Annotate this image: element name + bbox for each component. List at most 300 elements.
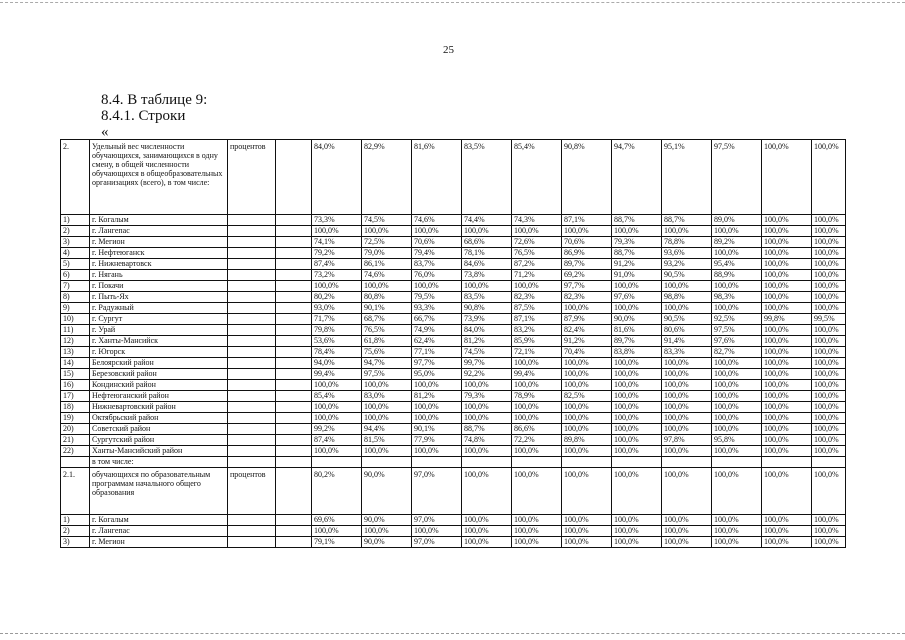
value-cell: 100,0% bbox=[762, 215, 812, 226]
value-cell: 100,0% bbox=[612, 380, 662, 391]
value-cell bbox=[762, 457, 812, 468]
unit-cell: процентов bbox=[228, 468, 276, 515]
value-cell: 91,4% bbox=[662, 336, 712, 347]
value-cell: 76,5% bbox=[512, 248, 562, 259]
value-cell: 100,0% bbox=[312, 413, 362, 424]
unit-cell bbox=[228, 537, 276, 548]
value-cell: 100,0% bbox=[612, 468, 662, 515]
value-cell: 100,0% bbox=[462, 515, 512, 526]
indicator-name-cell: г. Лангепас bbox=[90, 526, 228, 537]
blank-cell bbox=[276, 424, 312, 435]
value-cell: 100,0% bbox=[612, 537, 662, 548]
table-row bbox=[61, 270, 846, 281]
value-cell: 74,8% bbox=[462, 435, 512, 446]
value-cell: 100,0% bbox=[512, 515, 562, 526]
value-cell: 81,6% bbox=[612, 325, 662, 336]
value-cell: 100,0% bbox=[662, 358, 712, 369]
unit-cell bbox=[228, 358, 276, 369]
blank-cell bbox=[276, 303, 312, 314]
value-cell: 87,4% bbox=[312, 259, 362, 270]
blank-cell bbox=[276, 526, 312, 537]
value-cell: 100,0% bbox=[612, 515, 662, 526]
value-cell: 100,0% bbox=[462, 281, 512, 292]
blank-cell bbox=[276, 237, 312, 248]
indicator-table bbox=[60, 139, 846, 548]
indicator-name-cell: г. Лангепас bbox=[90, 226, 228, 237]
table-row bbox=[61, 347, 846, 358]
value-cell: 74,3% bbox=[512, 215, 562, 226]
value-cell: 91,2% bbox=[612, 259, 662, 270]
value-cell: 100,0% bbox=[662, 515, 712, 526]
value-cell: 100,0% bbox=[712, 468, 762, 515]
value-cell bbox=[362, 457, 412, 468]
value-cell: 97,7% bbox=[412, 358, 462, 369]
table-row bbox=[61, 215, 846, 226]
row-number-cell: 17) bbox=[61, 391, 90, 402]
indicator-name-cell: г. Мегион bbox=[90, 537, 228, 548]
value-cell: 100,0% bbox=[512, 402, 562, 413]
value-cell: 100,0% bbox=[412, 446, 462, 457]
value-cell: 85,4% bbox=[512, 140, 562, 215]
value-cell bbox=[662, 457, 712, 468]
value-cell bbox=[512, 457, 562, 468]
value-cell: 80,2% bbox=[312, 468, 362, 515]
blank-cell bbox=[276, 347, 312, 358]
unit-cell: процентов bbox=[228, 140, 276, 215]
value-cell: 77,1% bbox=[412, 347, 462, 358]
blank-cell bbox=[276, 259, 312, 270]
value-cell bbox=[712, 457, 762, 468]
value-cell: 100,0% bbox=[762, 325, 812, 336]
value-cell: 100,0% bbox=[762, 347, 812, 358]
value-cell: 82,5% bbox=[562, 391, 612, 402]
row-number-cell: 7) bbox=[61, 281, 90, 292]
section-heading: 8.4. В таблице 9: bbox=[101, 92, 208, 108]
value-cell: 95,1% bbox=[662, 140, 712, 215]
unit-cell bbox=[228, 215, 276, 226]
indicator-name-cell: Удельный вес численности обучающихся, занимающихся в одну смену, в общей численности обучающихся в общеобразовательных организациях (всего), в том числе: bbox=[90, 140, 228, 215]
value-cell: 100,0% bbox=[562, 413, 612, 424]
value-cell: 100,0% bbox=[762, 380, 812, 391]
value-cell: 100,0% bbox=[612, 413, 662, 424]
value-cell: 83,5% bbox=[462, 140, 512, 215]
table-row bbox=[61, 424, 846, 435]
value-cell: 100,0% bbox=[612, 391, 662, 402]
value-cell: 100,0% bbox=[712, 369, 762, 380]
table-row bbox=[61, 336, 846, 347]
value-cell: 100,0% bbox=[612, 446, 662, 457]
row-number-cell: 14) bbox=[61, 358, 90, 369]
value-cell: 90,5% bbox=[662, 314, 712, 325]
value-cell: 78,8% bbox=[662, 237, 712, 248]
value-cell: 79,0% bbox=[362, 248, 412, 259]
value-cell: 100,0% bbox=[462, 526, 512, 537]
value-cell: 100,0% bbox=[412, 380, 462, 391]
value-cell: 83,2% bbox=[512, 325, 562, 336]
value-cell: 73,9% bbox=[462, 314, 512, 325]
indicator-name-cell: г. Нефтеюганск bbox=[90, 248, 228, 259]
value-cell: 73,2% bbox=[312, 270, 362, 281]
value-cell: 100,0% bbox=[812, 358, 846, 369]
value-cell: 100,0% bbox=[662, 303, 712, 314]
value-cell: 82,4% bbox=[562, 325, 612, 336]
indicator-name-cell: Нижневартовский район bbox=[90, 402, 228, 413]
opening-quote: « bbox=[101, 124, 109, 140]
value-cell: 100,0% bbox=[462, 537, 512, 548]
value-cell: 81,2% bbox=[462, 336, 512, 347]
value-cell: 100,0% bbox=[712, 537, 762, 548]
value-cell: 83,3% bbox=[662, 347, 712, 358]
value-cell: 100,0% bbox=[812, 226, 846, 237]
blank-cell bbox=[276, 369, 312, 380]
value-cell: 89,2% bbox=[712, 237, 762, 248]
value-cell: 100,0% bbox=[762, 369, 812, 380]
value-cell: 100,0% bbox=[712, 358, 762, 369]
value-cell: 100,0% bbox=[662, 402, 712, 413]
value-cell: 100,0% bbox=[712, 402, 762, 413]
table-row bbox=[61, 140, 846, 215]
blank-cell bbox=[276, 435, 312, 446]
value-cell: 90,0% bbox=[362, 468, 412, 515]
value-cell: 100,0% bbox=[612, 281, 662, 292]
value-cell: 98,8% bbox=[662, 292, 712, 303]
table-row bbox=[61, 237, 846, 248]
value-cell: 100,0% bbox=[662, 413, 712, 424]
value-cell: 100,0% bbox=[712, 526, 762, 537]
value-cell: 95,4% bbox=[712, 259, 762, 270]
row-number-cell: 10) bbox=[61, 314, 90, 325]
value-cell: 88,7% bbox=[662, 215, 712, 226]
value-cell: 74,6% bbox=[412, 215, 462, 226]
blank-cell bbox=[276, 140, 312, 215]
table-row bbox=[61, 325, 846, 336]
indicator-name-cell: Сургутский район bbox=[90, 435, 228, 446]
value-cell: 100,0% bbox=[712, 446, 762, 457]
value-cell: 100,0% bbox=[362, 226, 412, 237]
value-cell: 83,8% bbox=[612, 347, 662, 358]
value-cell: 90,0% bbox=[612, 314, 662, 325]
unit-cell bbox=[228, 237, 276, 248]
value-cell: 100,0% bbox=[812, 292, 846, 303]
value-cell: 100,0% bbox=[812, 336, 846, 347]
value-cell: 100,0% bbox=[762, 435, 812, 446]
value-cell: 73,3% bbox=[312, 215, 362, 226]
value-cell: 84,0% bbox=[312, 140, 362, 215]
row-number-cell: 20) bbox=[61, 424, 90, 435]
value-cell: 79,3% bbox=[612, 237, 662, 248]
value-cell: 89,8% bbox=[562, 435, 612, 446]
value-cell bbox=[612, 457, 662, 468]
value-cell: 100,0% bbox=[662, 380, 712, 391]
value-cell: 84,0% bbox=[462, 325, 512, 336]
value-cell: 100,0% bbox=[412, 226, 462, 237]
value-cell: 100,0% bbox=[512, 526, 562, 537]
value-cell: 72,2% bbox=[512, 435, 562, 446]
value-cell: 99,8% bbox=[762, 314, 812, 325]
value-cell: 95,0% bbox=[412, 369, 462, 380]
value-cell: 66,7% bbox=[412, 314, 462, 325]
unit-cell bbox=[228, 270, 276, 281]
blank-cell bbox=[276, 215, 312, 226]
value-cell: 79,2% bbox=[312, 248, 362, 259]
value-cell: 74,5% bbox=[362, 215, 412, 226]
table-row bbox=[61, 292, 846, 303]
value-cell: 100,0% bbox=[362, 402, 412, 413]
value-cell: 100,0% bbox=[512, 281, 562, 292]
indicator-name-cell: Нефтеюганский район bbox=[90, 391, 228, 402]
value-cell: 86,9% bbox=[562, 248, 612, 259]
page-number: 25 bbox=[443, 44, 454, 56]
value-cell: 100,0% bbox=[812, 140, 846, 215]
value-cell: 100,0% bbox=[312, 226, 362, 237]
value-cell: 90,0% bbox=[362, 537, 412, 548]
value-cell: 100,0% bbox=[562, 424, 612, 435]
value-cell: 100,0% bbox=[662, 281, 712, 292]
value-cell: 79,1% bbox=[312, 537, 362, 548]
value-cell: 90,1% bbox=[362, 303, 412, 314]
unit-cell bbox=[228, 347, 276, 358]
value-cell: 100,0% bbox=[362, 413, 412, 424]
value-cell: 100,0% bbox=[712, 413, 762, 424]
value-cell: 87,1% bbox=[562, 215, 612, 226]
value-cell: 100,0% bbox=[312, 380, 362, 391]
value-cell: 76,0% bbox=[412, 270, 462, 281]
value-cell: 79,4% bbox=[412, 248, 462, 259]
value-cell: 100,0% bbox=[812, 303, 846, 314]
value-cell: 99,4% bbox=[512, 369, 562, 380]
value-cell: 92,5% bbox=[712, 314, 762, 325]
blank-cell bbox=[276, 468, 312, 515]
value-cell: 95,8% bbox=[712, 435, 762, 446]
value-cell: 97,0% bbox=[412, 537, 462, 548]
value-cell: 100,0% bbox=[612, 226, 662, 237]
value-cell: 71,7% bbox=[312, 314, 362, 325]
value-cell: 100,0% bbox=[762, 226, 812, 237]
value-cell: 78,4% bbox=[312, 347, 362, 358]
value-cell: 70,6% bbox=[562, 237, 612, 248]
row-number-cell: 12) bbox=[61, 336, 90, 347]
value-cell: 100,0% bbox=[812, 446, 846, 457]
value-cell: 85,4% bbox=[312, 391, 362, 402]
value-cell: 74,6% bbox=[362, 270, 412, 281]
value-cell: 83,0% bbox=[362, 391, 412, 402]
value-cell: 100,0% bbox=[812, 259, 846, 270]
value-cell bbox=[562, 457, 612, 468]
value-cell: 80,6% bbox=[662, 325, 712, 336]
value-cell: 89,7% bbox=[612, 336, 662, 347]
blank-cell bbox=[276, 314, 312, 325]
value-cell: 87,2% bbox=[512, 259, 562, 270]
value-cell: 100,0% bbox=[812, 325, 846, 336]
row-number-cell: 2) bbox=[61, 226, 90, 237]
value-cell: 70,4% bbox=[562, 347, 612, 358]
value-cell: 72,5% bbox=[362, 237, 412, 248]
value-cell: 79,5% bbox=[412, 292, 462, 303]
indicator-name-cell: г. Югорск bbox=[90, 347, 228, 358]
row-number-cell: 19) bbox=[61, 413, 90, 424]
unit-cell bbox=[228, 446, 276, 457]
blank-cell bbox=[276, 537, 312, 548]
unit-cell bbox=[228, 336, 276, 347]
indicator-name-cell: обучающихся по образовательным программам начального общего образования bbox=[90, 468, 228, 515]
blank-cell bbox=[276, 292, 312, 303]
value-cell: 97,5% bbox=[712, 325, 762, 336]
row-number-cell: 16) bbox=[61, 380, 90, 391]
value-cell: 100,0% bbox=[362, 380, 412, 391]
value-cell: 82,3% bbox=[562, 292, 612, 303]
value-cell: 68,6% bbox=[462, 237, 512, 248]
row-number-cell: 21) bbox=[61, 435, 90, 446]
value-cell: 100,0% bbox=[512, 413, 562, 424]
value-cell: 91,0% bbox=[612, 270, 662, 281]
indicator-name-cell: Березовский район bbox=[90, 369, 228, 380]
value-cell: 94,4% bbox=[362, 424, 412, 435]
unit-cell bbox=[228, 259, 276, 270]
value-cell: 100,0% bbox=[812, 526, 846, 537]
unit-cell bbox=[228, 402, 276, 413]
value-cell: 100,0% bbox=[562, 303, 612, 314]
blank-cell bbox=[276, 515, 312, 526]
row-number-cell: 5) bbox=[61, 259, 90, 270]
value-cell: 100,0% bbox=[612, 358, 662, 369]
value-cell: 100,0% bbox=[712, 380, 762, 391]
blank-cell bbox=[276, 226, 312, 237]
row-number-cell: 3) bbox=[61, 237, 90, 248]
unit-cell bbox=[228, 303, 276, 314]
blank-cell bbox=[276, 358, 312, 369]
value-cell: 100,0% bbox=[662, 468, 712, 515]
value-cell: 79,8% bbox=[312, 325, 362, 336]
value-cell: 100,0% bbox=[812, 413, 846, 424]
value-cell: 99,4% bbox=[312, 369, 362, 380]
blank-cell bbox=[276, 281, 312, 292]
blank-cell bbox=[276, 402, 312, 413]
value-cell: 83,7% bbox=[412, 259, 462, 270]
value-cell: 100,0% bbox=[762, 391, 812, 402]
row-number-cell: 8) bbox=[61, 292, 90, 303]
value-cell: 100,0% bbox=[562, 526, 612, 537]
value-cell: 100,0% bbox=[812, 435, 846, 446]
value-cell: 100,0% bbox=[812, 515, 846, 526]
blank-cell bbox=[276, 248, 312, 259]
value-cell: 100,0% bbox=[612, 369, 662, 380]
value-cell: 94,7% bbox=[612, 140, 662, 215]
unit-cell bbox=[228, 515, 276, 526]
scan-edge-top bbox=[0, 2, 905, 3]
value-cell: 68,7% bbox=[362, 314, 412, 325]
value-cell: 100,0% bbox=[712, 515, 762, 526]
value-cell: 100,0% bbox=[662, 446, 712, 457]
value-cell: 90,5% bbox=[662, 270, 712, 281]
value-cell: 100,0% bbox=[462, 380, 512, 391]
value-cell: 100,0% bbox=[762, 468, 812, 515]
row-number-cell: 2.1. bbox=[61, 468, 90, 515]
value-cell: 70,6% bbox=[412, 237, 462, 248]
unit-cell bbox=[228, 281, 276, 292]
indicator-name-cell: г. Мегион bbox=[90, 237, 228, 248]
value-cell: 78,9% bbox=[512, 391, 562, 402]
value-cell: 94,7% bbox=[362, 358, 412, 369]
unit-cell bbox=[228, 248, 276, 259]
blank-cell bbox=[276, 391, 312, 402]
value-cell: 100,0% bbox=[562, 468, 612, 515]
row-number-cell: 1) bbox=[61, 515, 90, 526]
value-cell: 100,0% bbox=[462, 468, 512, 515]
value-cell: 86,1% bbox=[362, 259, 412, 270]
value-cell: 97,6% bbox=[612, 292, 662, 303]
row-number-cell: 6) bbox=[61, 270, 90, 281]
value-cell: 79,3% bbox=[462, 391, 512, 402]
blank-cell bbox=[276, 380, 312, 391]
value-cell: 94,0% bbox=[312, 358, 362, 369]
value-cell: 100,0% bbox=[812, 424, 846, 435]
value-cell: 100,0% bbox=[512, 380, 562, 391]
row-number-cell: 11) bbox=[61, 325, 90, 336]
value-cell: 90,1% bbox=[412, 424, 462, 435]
value-cell: 74,1% bbox=[312, 237, 362, 248]
value-cell: 97,5% bbox=[712, 140, 762, 215]
value-cell: 74,9% bbox=[412, 325, 462, 336]
value-cell: 100,0% bbox=[762, 413, 812, 424]
indicator-name-cell: г. Урай bbox=[90, 325, 228, 336]
indicator-name-cell: г. Сургут bbox=[90, 314, 228, 325]
value-cell: 100,0% bbox=[762, 336, 812, 347]
value-cell: 100,0% bbox=[712, 424, 762, 435]
value-cell: 75,6% bbox=[362, 347, 412, 358]
row-number-cell: 1) bbox=[61, 215, 90, 226]
value-cell: 89,0% bbox=[712, 215, 762, 226]
value-cell: 100,0% bbox=[762, 526, 812, 537]
value-cell: 100,0% bbox=[762, 270, 812, 281]
unit-cell bbox=[228, 314, 276, 325]
blank-cell bbox=[276, 413, 312, 424]
value-cell: 100,0% bbox=[762, 248, 812, 259]
table-row bbox=[61, 358, 846, 369]
value-cell: 88,7% bbox=[462, 424, 512, 435]
value-cell: 100,0% bbox=[812, 281, 846, 292]
value-cell: 72,6% bbox=[512, 237, 562, 248]
value-cell: 100,0% bbox=[812, 468, 846, 515]
value-cell: 100,0% bbox=[612, 303, 662, 314]
indicator-name-cell: г. Нижневартовск bbox=[90, 259, 228, 270]
value-cell: 100,0% bbox=[662, 424, 712, 435]
value-cell: 81,2% bbox=[412, 391, 462, 402]
table-row bbox=[61, 369, 846, 380]
value-cell: 100,0% bbox=[562, 402, 612, 413]
unit-cell bbox=[228, 391, 276, 402]
value-cell: 82,9% bbox=[362, 140, 412, 215]
row-number-cell: 13) bbox=[61, 347, 90, 358]
value-cell: 100,0% bbox=[312, 446, 362, 457]
value-cell: 72,1% bbox=[512, 347, 562, 358]
value-cell: 100,0% bbox=[362, 526, 412, 537]
value-cell: 100,0% bbox=[312, 402, 362, 413]
value-cell: 100,0% bbox=[762, 237, 812, 248]
indicator-name-cell: в том числе: bbox=[90, 457, 228, 468]
value-cell: 100,0% bbox=[662, 537, 712, 548]
value-cell: 100,0% bbox=[362, 281, 412, 292]
value-cell: 97,0% bbox=[412, 468, 462, 515]
table-row bbox=[61, 226, 846, 237]
value-cell bbox=[462, 457, 512, 468]
value-cell: 89,7% bbox=[562, 259, 612, 270]
value-cell: 100,0% bbox=[562, 226, 612, 237]
value-cell: 100,0% bbox=[762, 446, 812, 457]
unit-cell bbox=[228, 424, 276, 435]
row-number-cell: 3) bbox=[61, 537, 90, 548]
value-cell: 100,0% bbox=[762, 281, 812, 292]
table-row bbox=[61, 402, 846, 413]
